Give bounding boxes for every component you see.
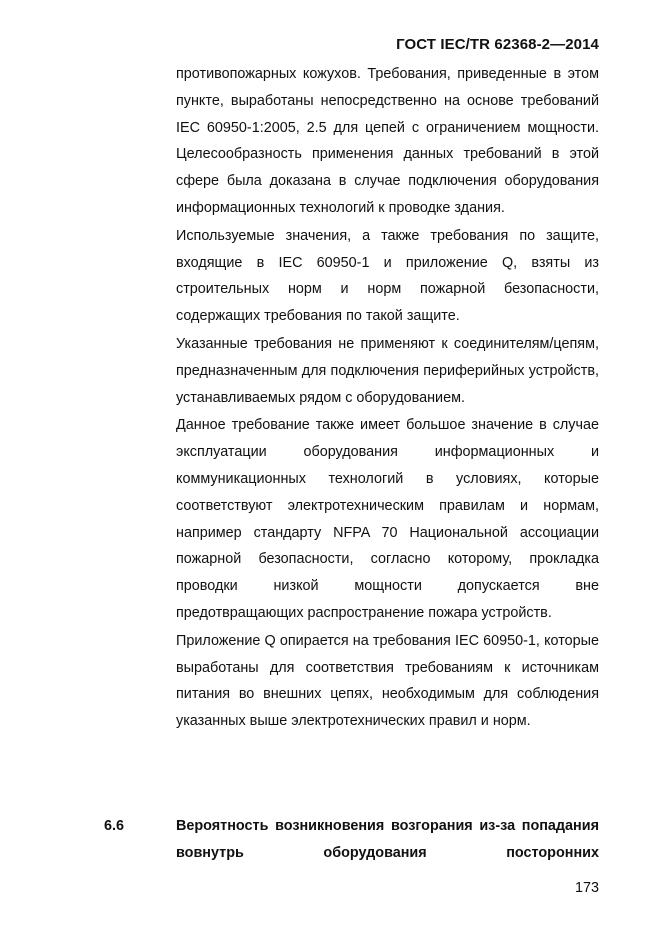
paragraph-5: Приложение Q опирается на требования IEC 60950-1, которые выработаны для соответствия требованиям к источникам питания во внешних цепях, необходимым для соблюдения указанных выше электротехнических правил и норм. [176, 632, 599, 730]
body-text [176, 61, 599, 735]
paragraph-4: Данное требование также имеет большое значение в случае эксплуатации оборудования информационных и коммуникационных технологий в условиях, которые соответствуют электротехническим правилам и нормам, например стандарту NFPA 70 Национальной ассоциации пожарной безопасности, согласно которому, прокладка проводки низкой мощности допускается вне предотвращающих распространение пожара устройств. [176, 417, 599, 621]
paragraph-3: Указанные требования не применяют к соединителям/цепям, предназначенным для подключения периферийных устройств, устанавливаемых рядом с оборудованием. [176, 335, 599, 406]
paragraph-2: Используемые значения, а также требования по защите, входящие в IEC 60950-1 и приложение Q, взяты из строительных норм и норм пожарной безопасности, содержащих требования по такой защите. [176, 227, 599, 325]
section-number: 6.6 [104, 818, 125, 834]
document-header: ГОСТ IEC/TR 62368-2—2014 [396, 36, 599, 53]
section-title: Вероятность возникновения возгорания из-за попадания вовнутрь оборудования посторонних [176, 818, 599, 861]
paragraph-1: противопожарных кожухов. Требования, приведенные в этом пункте, выработаны непосредственно на основе требований IEC 60950-1:2005, 2.5 для цепей с ограничением мощности. Целесообразность применения данных требований в этой сфере была доказана в случае подключения оборудования информационных технологий к проводке здания. [176, 66, 599, 216]
page-number: 173 [574, 880, 599, 896]
